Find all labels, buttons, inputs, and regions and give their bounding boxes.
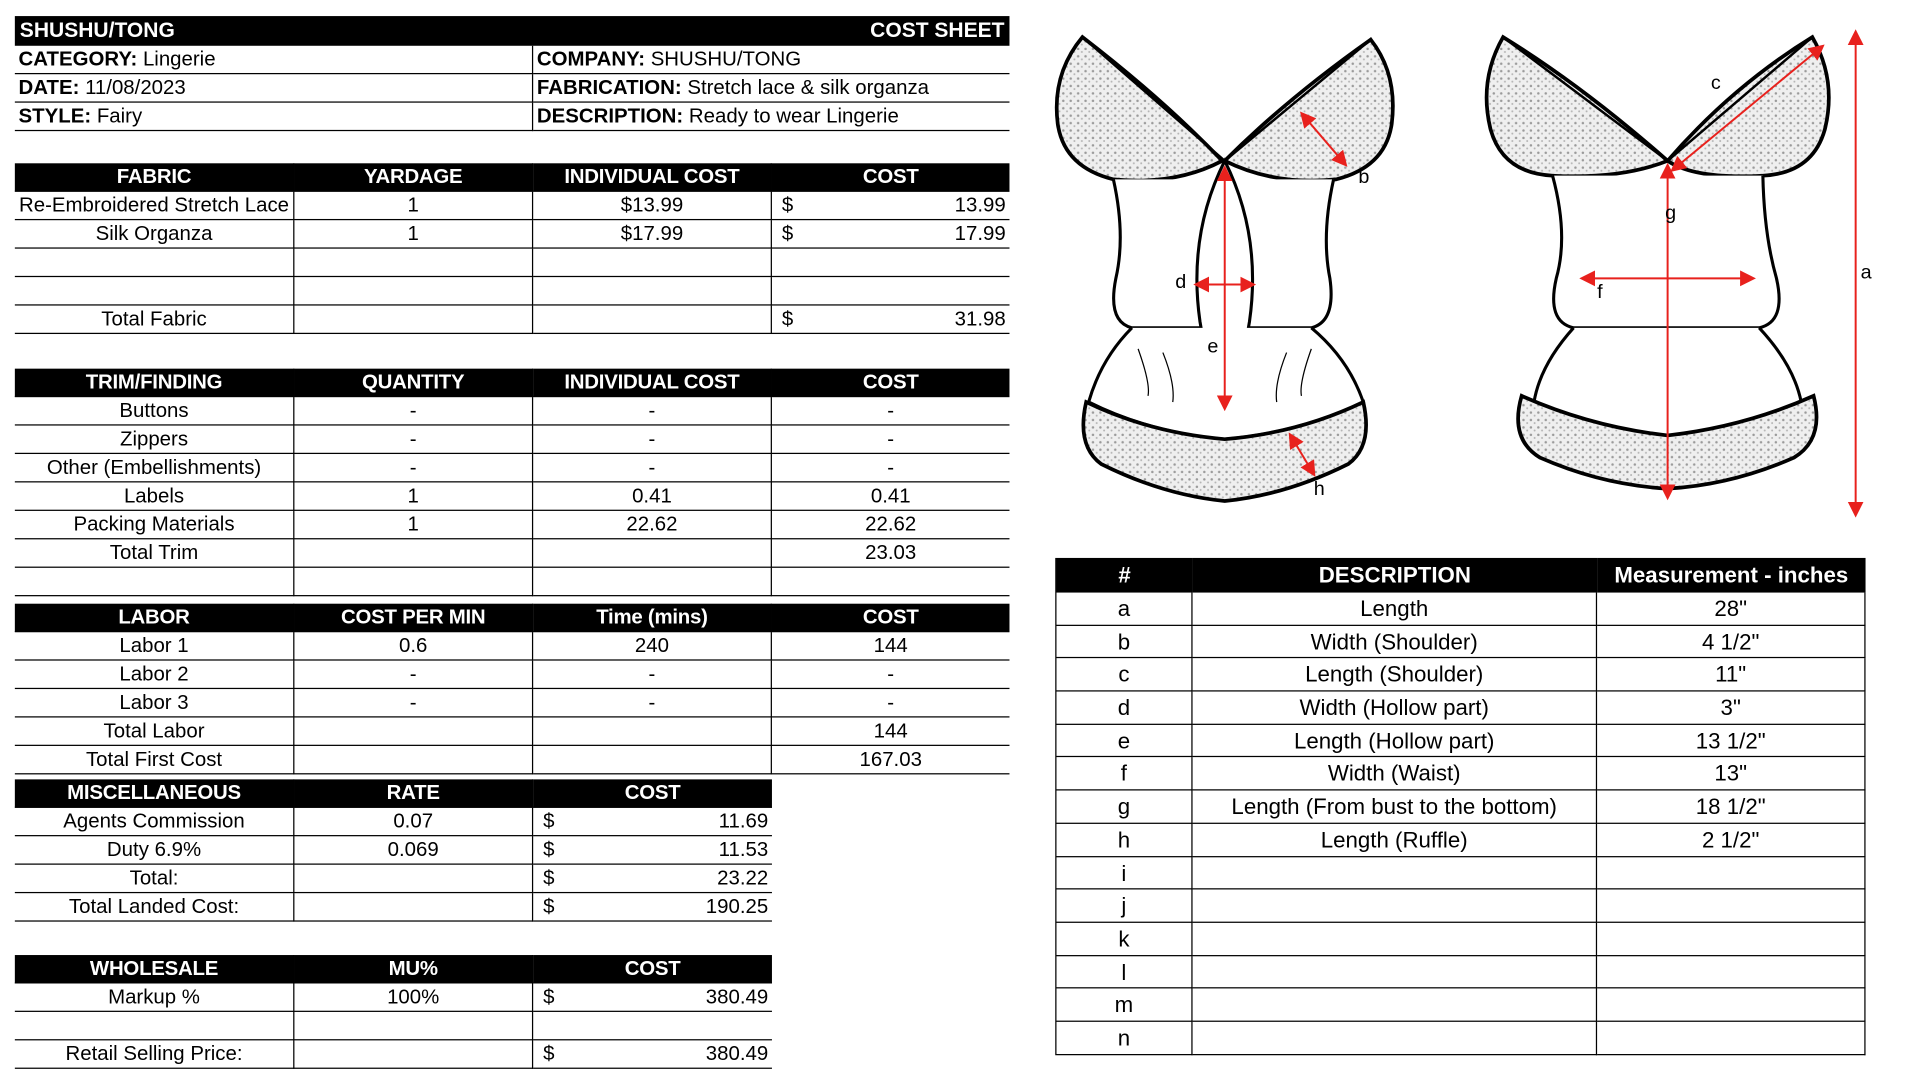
fabrication-field: FABRICATION: Stretch lace & silk organza	[533, 74, 1009, 102]
table-cell	[294, 893, 533, 921]
empty-cell	[533, 306, 772, 334]
table-row-label: Total:	[15, 865, 295, 893]
table-cell: 0.41	[533, 482, 772, 510]
empty-cell	[294, 1040, 533, 1068]
measurement-value	[1597, 989, 1865, 1022]
description-header: DESCRIPTION	[1193, 558, 1598, 593]
table-cell: $13.99	[533, 192, 772, 220]
measurement-description: Width (Hollow part)	[1193, 692, 1598, 725]
measurement-description: Width (Shoulder)	[1193, 626, 1598, 659]
sheet-title: COST SHEET	[870, 18, 1005, 43]
cost-header: COST	[533, 779, 772, 807]
empty-cell	[533, 718, 772, 746]
table-row-label: Labor 3	[15, 689, 295, 717]
markup-label: Markup %	[15, 983, 295, 1011]
table-row-label: Labels	[15, 482, 295, 510]
measurement-id: e	[1056, 725, 1192, 758]
yardage-header: YARDAGE	[294, 163, 533, 191]
label-e: e	[1207, 335, 1219, 358]
table-cell: -	[294, 661, 533, 689]
empty-cell	[294, 568, 533, 596]
label-d: d	[1175, 271, 1187, 294]
table-row-label: Packing Materials	[15, 511, 295, 539]
fabric-table	[15, 163, 1010, 334]
measurement-id: n	[1056, 1022, 1192, 1055]
measurement-description: Length	[1193, 593, 1598, 626]
empty-cell	[772, 568, 1010, 596]
header-bar	[15, 16, 1010, 46]
measurement-description	[1193, 1022, 1598, 1055]
empty-cell	[533, 1012, 772, 1040]
empty-cell	[15, 277, 295, 305]
table-cell	[294, 865, 533, 893]
table-cell: -	[294, 397, 533, 425]
table-cell: 22.62	[772, 511, 1010, 539]
table-cell: -	[772, 661, 1010, 689]
measurement-value	[1597, 890, 1865, 923]
front-right-cup	[1225, 40, 1393, 181]
header-block	[15, 16, 1010, 131]
measurement-description	[1193, 956, 1598, 989]
measurement-value: 2 1/2"	[1597, 824, 1865, 857]
brand-name: SHUSHU/TONG	[19, 18, 175, 43]
empty-cell	[533, 568, 772, 596]
empty-cell	[294, 249, 533, 277]
table-cell: -	[294, 454, 533, 482]
table-cell: -	[772, 454, 1010, 482]
measurement-description: Length (From bust to the bottom)	[1193, 791, 1598, 824]
table-cell: 1	[294, 220, 533, 248]
table-cell: -	[533, 661, 772, 689]
date-field: DATE: 11/08/2023	[15, 74, 533, 102]
measurement-table	[1055, 558, 1865, 1055]
measurement-description	[1193, 857, 1598, 890]
measurement-value: 4 1/2"	[1597, 626, 1865, 659]
markup-value: 100%	[294, 983, 533, 1011]
table-cell: $ 11.69	[533, 808, 772, 836]
total-first-cost-value: 167.03	[772, 746, 1010, 774]
total-fabric-label: Total Fabric	[15, 306, 295, 334]
label-h: h	[1313, 477, 1325, 500]
total-trim-value: 23.03	[772, 539, 1010, 567]
quantity-header: QUANTITY	[294, 369, 533, 397]
empty-cell	[294, 277, 533, 305]
table-row-label: Re-Embroidered Stretch Lace	[15, 192, 295, 220]
measurement-value: 11"	[1597, 659, 1865, 692]
measurement-value	[1597, 857, 1865, 890]
measurement-id: h	[1056, 824, 1192, 857]
table-cell: 1	[294, 482, 533, 510]
total-labor-label: Total Labor	[15, 718, 295, 746]
table-row-label: Labor 1	[15, 632, 295, 660]
table-row-label: Total Landed Cost:	[15, 893, 295, 921]
empty-cell	[294, 746, 533, 774]
measurement-id: d	[1056, 692, 1192, 725]
labor-table	[15, 604, 1010, 775]
empty-cell	[15, 249, 295, 277]
table-cell: -	[533, 397, 772, 425]
total-first-cost-label: Total First Cost	[15, 746, 295, 774]
table-cell: -	[533, 426, 772, 454]
measurement-id: j	[1056, 890, 1192, 923]
empty-cell	[533, 539, 772, 567]
cost-header: COST	[533, 955, 772, 983]
empty-cell	[772, 249, 1010, 277]
measurement-description: Width (Waist)	[1193, 758, 1598, 791]
measurement-description: Length (Shoulder)	[1193, 659, 1598, 692]
table-cell: 144	[772, 632, 1010, 660]
description-field: DESCRIPTION: Ready to wear Lingerie	[533, 103, 1009, 131]
company-field: COMPANY: SHUSHU/TONG	[533, 46, 1009, 74]
empty-cell	[15, 568, 295, 596]
label-g: g	[1665, 201, 1677, 224]
measurement-id: m	[1056, 989, 1192, 1022]
table-cell: 22.62	[533, 511, 772, 539]
time-header: Time (mins)	[533, 604, 772, 632]
measurement-value: 28"	[1597, 593, 1865, 626]
table-cell: -	[772, 689, 1010, 717]
table-row-label: Agents Commission	[15, 808, 295, 836]
measurement-id: f	[1056, 758, 1192, 791]
measurement-header: Measurement - inches	[1597, 558, 1865, 593]
wholesale-header: WHOLESALE	[15, 955, 295, 983]
measurement-id: c	[1056, 659, 1192, 692]
cost-header: COST	[772, 163, 1010, 191]
id-header: #	[1056, 558, 1192, 593]
measurement-value	[1597, 956, 1865, 989]
empty-cell	[294, 1012, 533, 1040]
back-left-cup	[1487, 37, 1668, 176]
measurement-id: b	[1056, 626, 1192, 659]
measurement-value: 13"	[1597, 758, 1865, 791]
table-row-label: Zippers	[15, 426, 295, 454]
garment-sketch	[1039, 25, 1905, 520]
wholesale-table	[15, 955, 772, 1069]
style-field: STYLE: Fairy	[15, 103, 533, 131]
empty-cell	[533, 277, 772, 305]
label-a: a	[1860, 261, 1872, 284]
measurement-value	[1597, 1022, 1865, 1055]
table-cell: 0.069	[294, 836, 533, 864]
table-cell: -	[533, 454, 772, 482]
total-trim-label: Total Trim	[15, 539, 295, 567]
empty-cell	[533, 249, 772, 277]
table-cell: 240	[533, 632, 772, 660]
empty-cell	[294, 718, 533, 746]
measurement-description: Length (Ruffle)	[1193, 824, 1598, 857]
table-row-label: Other (Embellishments)	[15, 454, 295, 482]
table-row-label: Silk Organza	[15, 220, 295, 248]
empty-cell	[772, 277, 1010, 305]
table-row-label: Buttons	[15, 397, 295, 425]
measurement-value	[1597, 923, 1865, 956]
cost-header: COST	[772, 369, 1010, 397]
individual-cost-header: INDIVIDUAL COST	[533, 163, 772, 191]
total-fabric-value: $ 31.98	[772, 306, 1010, 334]
table-cell: 0.41	[772, 482, 1010, 510]
label-b: b	[1358, 166, 1370, 189]
retail-price-value: $ 380.49	[533, 1040, 772, 1068]
table-cell: -	[772, 426, 1010, 454]
measurement-id: k	[1056, 923, 1192, 956]
measurement-id: l	[1056, 956, 1192, 989]
table-cell: -	[772, 397, 1010, 425]
label-c: c	[1710, 72, 1721, 95]
markup-cost: $ 380.49	[533, 983, 772, 1011]
table-cell: 1	[294, 511, 533, 539]
table-cell: 0.6	[294, 632, 533, 660]
table-cell: 1	[294, 192, 533, 220]
table-cell: $ 23.22	[533, 865, 772, 893]
table-cell: 0.07	[294, 808, 533, 836]
empty-cell	[533, 746, 772, 774]
table-row-label: Duty 6.9%	[15, 836, 295, 864]
measurement-description	[1193, 923, 1598, 956]
empty-cell	[15, 1012, 295, 1040]
category-field: CATEGORY: Lingerie	[15, 46, 533, 74]
label-f: f	[1597, 281, 1603, 304]
back-view-drawing	[1487, 37, 1829, 489]
measurement-description	[1193, 890, 1598, 923]
misc-table	[15, 779, 772, 921]
table-cell: $ 17.99	[772, 220, 1010, 248]
table-cell: $ 13.99	[772, 192, 1010, 220]
cost-per-min-header: COST PER MIN	[294, 604, 533, 632]
cost-header: COST	[772, 604, 1010, 632]
trim-table	[15, 369, 1010, 597]
front-left-cup	[1057, 37, 1223, 181]
labor-header: LABOR	[15, 604, 295, 632]
fabric-header: FABRIC	[15, 163, 295, 191]
individual-cost-header: INDIVIDUAL COST	[533, 369, 772, 397]
table-cell: $17.99	[533, 220, 772, 248]
trim-header: TRIM/FINDING	[15, 369, 295, 397]
table-row-label: Labor 2	[15, 661, 295, 689]
total-labor-value: 144	[772, 718, 1010, 746]
measurement-value: 18 1/2"	[1597, 791, 1865, 824]
table-cell: -	[533, 689, 772, 717]
measurement-id: g	[1056, 791, 1192, 824]
measurement-id: i	[1056, 857, 1192, 890]
measurement-value: 3"	[1597, 692, 1865, 725]
empty-cell	[294, 306, 533, 334]
measurement-description: Length (Hollow part)	[1193, 725, 1598, 758]
mu-header: MU%	[294, 955, 533, 983]
rate-header: RATE	[294, 779, 533, 807]
back-body	[1553, 176, 1780, 328]
retail-price-label: Retail Selling Price:	[15, 1040, 295, 1068]
table-cell: -	[294, 426, 533, 454]
table-cell: $ 11.53	[533, 836, 772, 864]
measurement-id: a	[1056, 593, 1192, 626]
measurement-description	[1193, 989, 1598, 1022]
empty-cell	[294, 539, 533, 567]
measurement-value: 13 1/2"	[1597, 725, 1865, 758]
table-cell: -	[294, 689, 533, 717]
table-cell: $ 190.25	[533, 893, 772, 921]
misc-header: MISCELLANEOUS	[15, 779, 295, 807]
